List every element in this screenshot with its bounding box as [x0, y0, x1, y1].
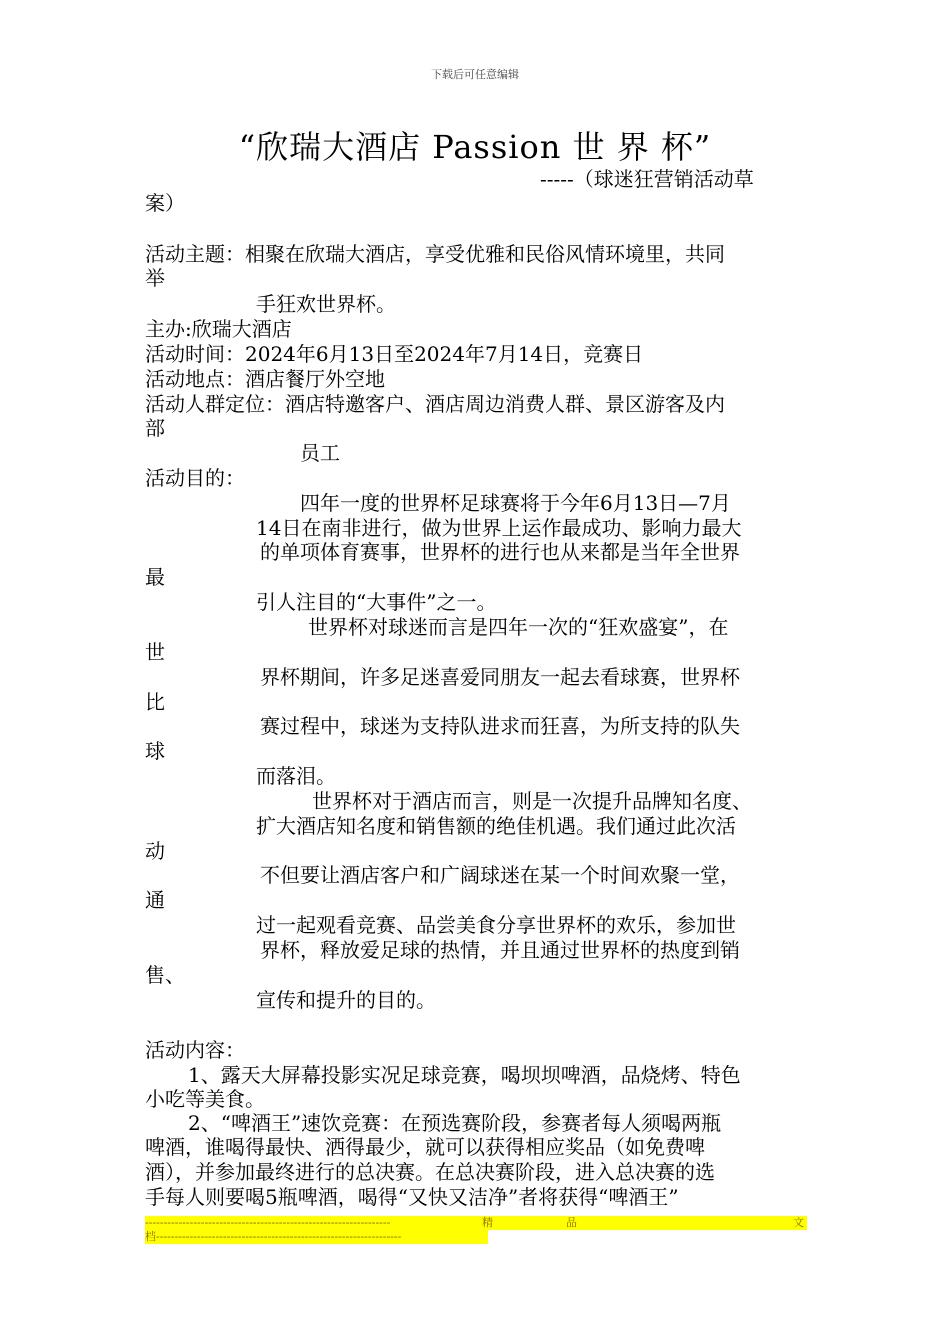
footer-char: 精 [482, 1216, 493, 1229]
purpose-line: 界杯期间，许多足迷喜爱同朋友一起去看球赛，世界杯 [260, 665, 740, 689]
place-line: 活动地点：酒店餐厅外空地 [145, 367, 385, 391]
content-line: 酒），并参加最终进行的总决赛。在总决赛阶段，进入总决赛的选 [145, 1160, 715, 1184]
purpose-line: 而落泪。 [256, 764, 336, 788]
audience-line: 活动人群定位：酒店特邀客户、酒店周边消费人群、景区游客及内 [145, 392, 725, 416]
purpose-line: 过一起观看竞赛、品尝美食分享世界杯的欢乐，参加世 [256, 913, 736, 937]
purpose-line: 扩大酒店知名度和销售额的绝佳机遇。我们通过此次活 [256, 814, 736, 838]
subtitle-line1: -----（球迷狂营销活动草 [540, 167, 754, 191]
footer-char: 品 [566, 1216, 577, 1229]
purpose-line: 售、 [145, 963, 185, 987]
purpose-line: 引人注目的“大事件”之一。 [256, 590, 497, 614]
purpose-line: 世 [145, 640, 165, 664]
content-line: 1、露天大屏幕投影实况足球竞赛，喝坝坝啤酒，品烧烤、特色 [188, 1063, 741, 1087]
theme-line: 举 [145, 266, 165, 290]
host-line: 主办:欣瑞大酒店 [145, 317, 292, 341]
header-note: 下载后可任意编辑 [431, 68, 519, 81]
theme-line: 手狂欢世界杯。 [256, 292, 396, 316]
purpose-line: 球 [145, 739, 165, 763]
purpose-line: 四年一度的世界杯足球赛将于今年6月13日—7月 [300, 491, 731, 515]
content-heading: 活动内容： [145, 1038, 245, 1062]
audience-line: 员工 [300, 441, 340, 465]
content-line: 啤酒，谁喝得最快、洒得最少，就可以获得相应奖品（如免费啤 [145, 1135, 705, 1159]
purpose-line: 的单项体育赛事，世界杯的进行也从来都是当年全世界 [260, 540, 740, 564]
footer-watermark [145, 1216, 807, 1242]
footer-line: 档------------------------------------------------------------------ [145, 1230, 488, 1244]
purpose-line: 通 [145, 888, 165, 912]
purpose-line: 世界杯对球迷而言是四年一次的“狂欢盛宴”，在 [308, 615, 729, 639]
purpose-line: 界杯，释放爱足球的热情，并且通过世界杯的热度到销 [260, 938, 740, 962]
content-line: 手每人则要喝5瓶啤酒，喝得“又快又洁净”者将获得“啤酒王” [145, 1185, 679, 1209]
subtitle-line2: 案） [145, 191, 185, 215]
purpose-heading: 活动目的： [145, 466, 245, 490]
footer-line [145, 1216, 807, 1230]
time-line: 活动时间：2024年6月13日至2024年7月14日，竞赛日 [145, 342, 644, 366]
footer-char: 文 [793, 1216, 804, 1229]
footer-dashes: ------------------------------------------------------------------ [145, 1216, 391, 1229]
purpose-line: 宣传和提升的目的。 [256, 988, 436, 1012]
purpose-line: 14日在南非进行，做为世界上运作最成功、影响力最大 [256, 516, 742, 540]
theme-line: 活动主题：相聚在欣瑞大酒店，享受优雅和民俗风情环境里，共同 [145, 242, 725, 266]
content-line: 小吃等美食。 [145, 1087, 265, 1111]
purpose-line: 世界杯对于酒店而言，则是一次提升品牌知名度、 [312, 789, 752, 813]
document-title: “欣瑞大酒店 Passion 世 界 杯” [238, 128, 712, 166]
purpose-line: 不但要让酒店客户和广阔球迷在某一个时间欢聚一堂， [260, 863, 740, 887]
content-line: 2、“啤酒王”速饮竞赛：在预选赛阶段，参赛者每人须喝两瓶 [188, 1111, 722, 1135]
audience-line: 部 [145, 416, 165, 440]
purpose-line: 比 [145, 690, 165, 714]
purpose-line: 赛过程中，球迷为支持队进求而狂喜，为所支持的队失 [260, 714, 740, 738]
purpose-line: 最 [145, 565, 165, 589]
purpose-line: 动 [145, 839, 165, 863]
